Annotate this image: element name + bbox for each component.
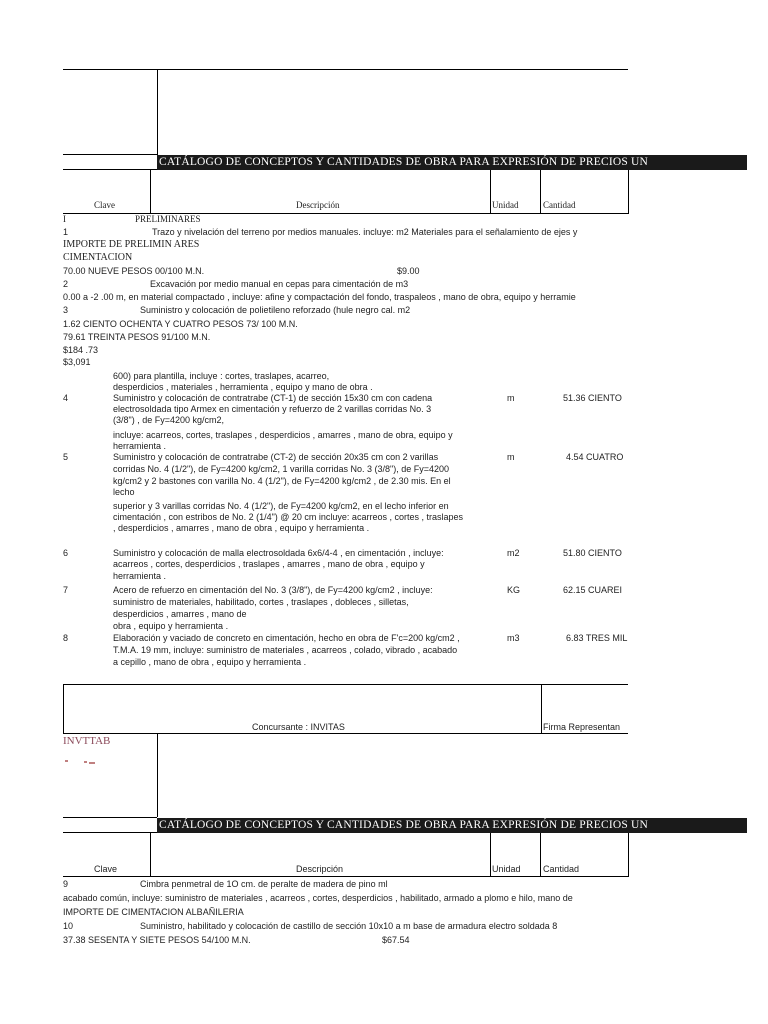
title-left-rule-2 — [63, 817, 157, 818]
item-desc-line: Elaboración y vaciado de concreto en cimentación, hecho en obra de F'c=200 kg/cm2 , — [113, 633, 460, 643]
item-desc-line: acarreos , cortes, desperdicios , traslapes , amarres , mano de obra , equipo y — [113, 559, 425, 569]
line-3091: $3,091 — [63, 357, 91, 367]
item-qty: 62.15 CUAREI — [563, 585, 623, 595]
item-number: 8 — [63, 633, 69, 643]
logo-box-divider-2 — [157, 734, 158, 817]
col-clave: Clave — [94, 200, 115, 210]
item-9-cont: acabado común, incluye: suministro de materiales , acarreos , cortes, desperdicios , habilitado, armado a plomo e hilo, mano de — [63, 893, 573, 903]
item-desc-line: Suministro y colocación de contratrabe (CT-1) de sección 15x30 cm con cadena — [113, 393, 433, 403]
item-2-text: Excavación por medio manual en cepas para cimentación de m3 — [150, 279, 409, 289]
section-name: PRELIMINARES — [135, 214, 201, 224]
col-unidad: Unidad — [492, 200, 519, 210]
line-18473: $184 .73 — [63, 345, 99, 355]
item-9-text: Cimbra penmetral de 1O cm. de peralte de madera de pino ml — [140, 879, 388, 889]
item-qty: 4.54 CUATRO — [566, 452, 624, 462]
item-desc-line: obra , equipo y herramienta . — [113, 621, 229, 631]
item-number: 7 — [63, 585, 69, 595]
firma-label: Firma Representan — [543, 722, 621, 732]
col-sep-4b — [628, 833, 629, 877]
col-unidad: Unidad — [492, 864, 521, 874]
col-sep-1 — [150, 170, 151, 214]
catalog-title: CATÁLOGO DE CONCEPTOS Y CANTIDADES DE OBRA PARA EXPRESIÓN DE PRECIOS UN — [159, 156, 649, 168]
item-unit: KG — [507, 585, 521, 595]
item-extra-line: , desperdicios , amarres , mano de obra , equipo y herramienta . — [113, 523, 370, 533]
item-desc-line: desperdicios , amarres , mano de — [113, 609, 247, 619]
item-desc-line: a cepillo , mano de obra , equipo y herramienta . — [113, 657, 307, 667]
line-7961: 79.61 TREINTA PESOS 91/100 M.N. — [63, 332, 211, 342]
logo-mark-b — [84, 761, 87, 763]
line-600-b: desperdicios , materiales , herramienta , equipo y mano de obra . — [113, 382, 373, 392]
item-desc-line: corridas No. 4 (1/2"), de Fy=4200 kg/cm2, 1 varilla corridas No. 3 (3/8"), de Fy=4200 — [113, 464, 450, 474]
item-number: 6 — [63, 548, 69, 558]
line-600-a: 600) para plantilla, incluye : cortes, traslapes, acarreo, — [113, 371, 330, 381]
importe-preliminares: IMPORTE DE PRELIMIN ARES — [63, 239, 200, 250]
col-clave: Clave — [94, 864, 118, 874]
item-number: 5 — [63, 452, 69, 462]
col-sep-4 — [628, 170, 629, 214]
top-rule — [63, 69, 628, 70]
title-left-rule-bottom — [63, 169, 157, 170]
item-9-number: 9 — [63, 879, 69, 889]
title-left-rule-bottom-2 — [63, 832, 157, 833]
col-descripcion: Descripción — [296, 200, 340, 210]
item-extra-line: cimentación , con estribos de No. 2 (1/4") @ 20 cm incluye: acarreos , cortes , traslapes — [113, 512, 463, 522]
catalog-title-bar-2 — [157, 818, 747, 833]
item-10-number: 10 — [63, 921, 74, 931]
item-desc-line: herramienta . — [113, 571, 167, 581]
cimentacion-heading: CIMENTACION — [63, 252, 133, 263]
section-number: I — [63, 214, 66, 224]
item-desc-line: Suministro y colocación de malla electrosoldada 6x6/4-4 , en cimentación , incluye: — [113, 548, 444, 558]
item-2-cont: 0.00 a -2 .00 m, en material compactado , incluye: afine y compactación del fondo, traspaleos , mano de obra, equipo y herramie — [63, 292, 576, 302]
catalog-title-bar — [157, 155, 747, 170]
col-sep-3 — [540, 170, 541, 214]
item-extra-line: herramienta . — [113, 441, 167, 451]
company-logo: INVTTAB — [63, 735, 111, 747]
line-70: 70.00 NUEVE PESOS 00/100 M.N. — [63, 266, 205, 276]
item-1-number: 1 — [63, 227, 69, 237]
item-extra-line: superior y 3 varillas corridas No. 4 (1/2"), de Fy=4200 kg/cm2, en el lecho inferior en — [113, 501, 449, 511]
col-cantidad: Cantidad — [543, 864, 580, 874]
item-2-number: 2 — [63, 279, 69, 289]
logo-mark-a — [65, 760, 68, 762]
importe-cimentacion: IMPORTE DE CIMENTACION ALBAÑILERIA — [63, 907, 244, 917]
footer-left-rule — [63, 684, 64, 734]
header-bottom-rule-2 — [63, 876, 628, 877]
item-desc-line: Suministro y colocación de contratrabe (CT-2) de sección 20x35 cm con 2 varillas — [113, 452, 439, 462]
item-1-text: Trazo y nivelación del terreno por medios manuales. incluye: m2 Materiales para el señalamiento de ejes y — [152, 227, 578, 237]
catalog-title: CATÁLOGO DE CONCEPTOS Y CANTIDADES DE OBRA PARA EXPRESIÓN DE PRECIOS UN — [159, 819, 649, 831]
logo-box-divider — [157, 69, 158, 155]
item-qty: 51.80 CIENTO — [563, 548, 622, 558]
item-desc-line: Acero de refuerzo en cimentación del No. 3 (3/8"), de Fy=4200 kg/cm2 , incluye: — [113, 585, 433, 595]
col-cantidad: Cantidad — [543, 200, 576, 210]
item-desc-line: electrosoldada tipo Armex en cimentación y refuerzo de 2 varillas corridas No. 3 — [113, 404, 432, 414]
item-extra-line: incluye: acarreos, cortes, traslapes , desperdicios , amarres , mano de obra, equipo y — [113, 430, 453, 440]
item-unit: m — [507, 452, 515, 462]
item-unit: m2 — [507, 548, 520, 558]
item-qty: 51.36 CIENTO — [563, 393, 622, 403]
item-unit: m — [507, 393, 515, 403]
col-sep-2 — [490, 170, 491, 214]
concursante-label: Concursante : INVITAS — [252, 722, 345, 732]
item-qty: 6.83 TRES MIL — [566, 633, 628, 643]
item-unit: m3 — [507, 633, 520, 643]
footer-top-rule — [63, 684, 628, 685]
item-3-number: 3 — [63, 305, 69, 315]
item-desc-line: (3/8") , de Fy=4200 kg/cm2, — [113, 415, 224, 425]
col-sep-2b — [490, 833, 491, 877]
item-desc-line: suministro de materiales, habilitado, cortes , traslapes , dobleces , silletas, — [113, 597, 409, 607]
title-left-rule — [63, 154, 157, 155]
line-162: 1.62 CIENTO OCHENTA Y CUATRO PESOS 73/ 100 M.N. — [63, 319, 298, 329]
item-number: 4 — [63, 393, 69, 403]
col-sep-1b — [150, 833, 151, 877]
line-3738: 37.38 SESENTA Y SIETE PESOS 54/100 M.N. — [63, 935, 251, 945]
col-descripcion: Descripción — [296, 864, 344, 874]
col-sep-3b — [540, 833, 541, 877]
item-desc-line: lecho — [113, 487, 135, 497]
line-70-price: $9.00 — [397, 266, 420, 276]
item-3-text: Suministro y colocación de polietileno reforzado (hule negro cal. m2 — [140, 305, 411, 315]
footer-bottom-rule — [63, 733, 628, 734]
item-desc-line: T.M.A. 19 mm, incluye: suministro de materiales , acarreos , colado, vibrado , acabado — [113, 645, 458, 655]
footer-divider — [541, 684, 542, 734]
line-3738-price: $67.54 — [382, 935, 410, 945]
logo-mark-c — [89, 762, 95, 764]
item-desc-line: kg/cm2 y 2 bastones con varilla No. 4 (1/2"), de Fy=4200 kg/cm2 , de 2.30 mis. En el — [113, 476, 451, 486]
item-10-text: Suministro, habilitado y colocación de castillo de sección 10x10 a m base de armadura electro soldada 8 — [140, 921, 558, 931]
